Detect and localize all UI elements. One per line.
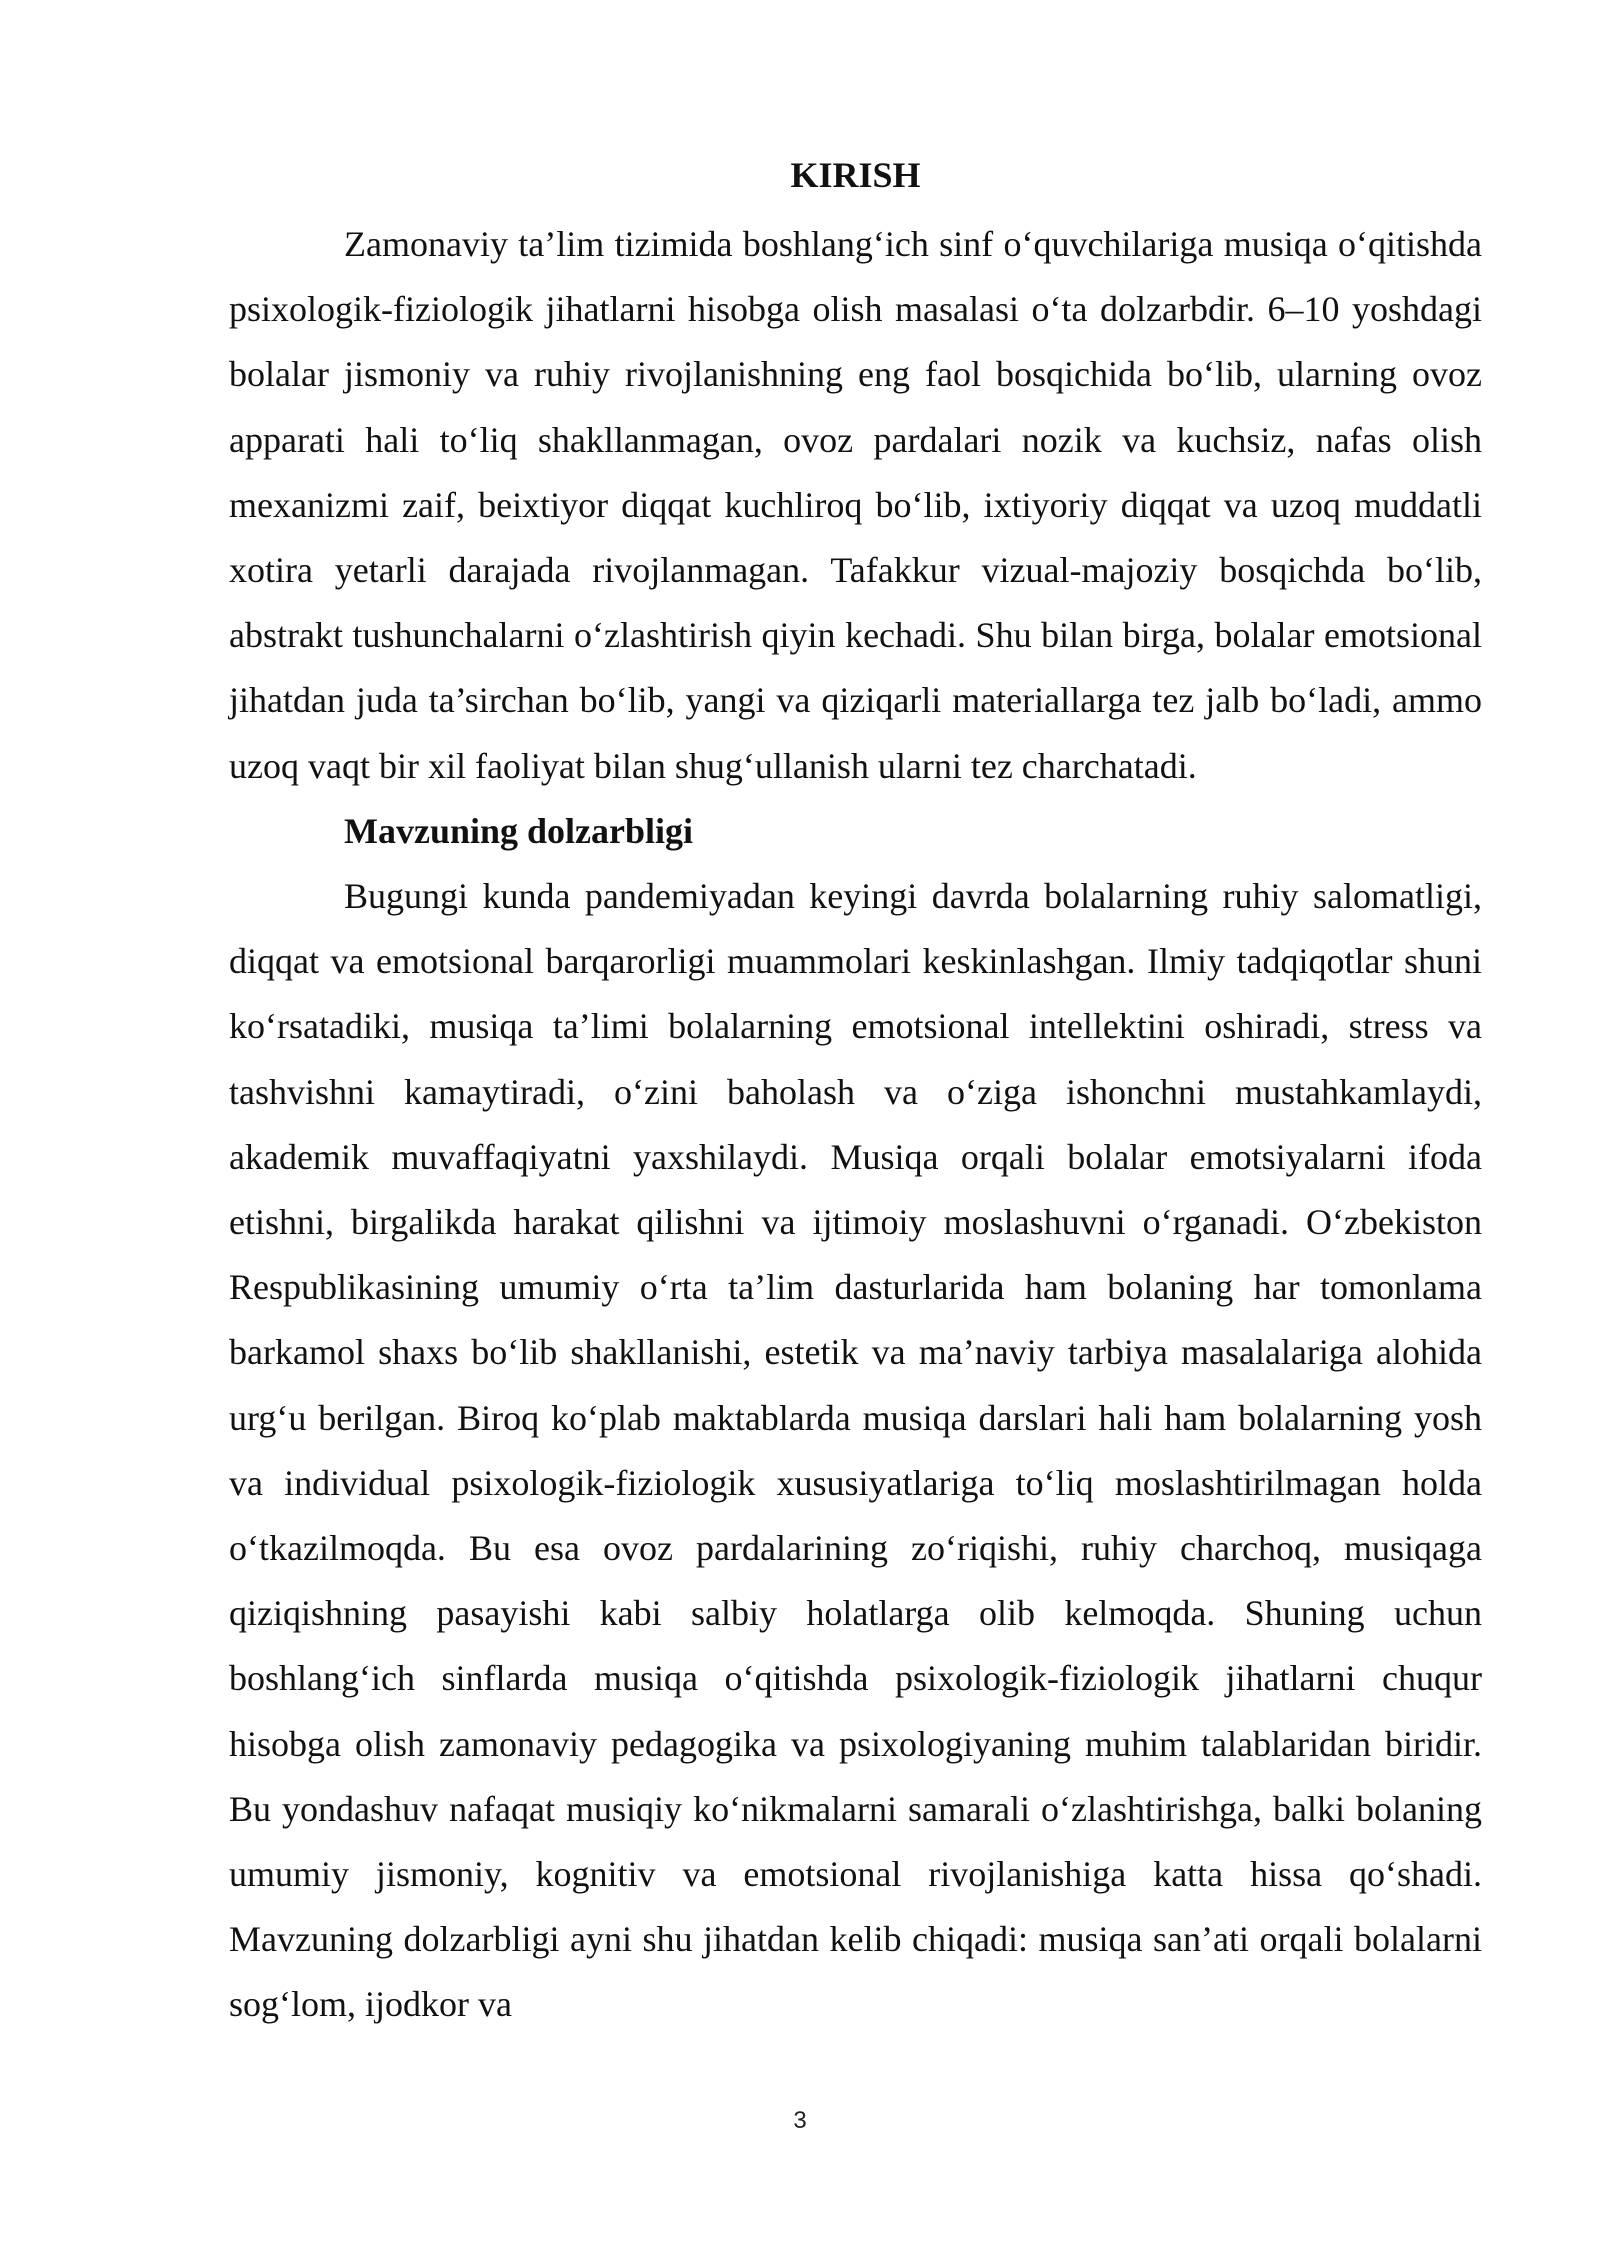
page-title: KIRISH — [790, 155, 921, 195]
section-heading: Mavzuning dolzarbligi — [344, 810, 694, 851]
relevance-paragraph: Bugungi kunda pandemiyadan keyingi davrda bolalarning ruhiy salomatligi, diqqat va emotsional barqarorligi muammolari keskinlashgan. Ilmiy tadqiqotlar shuni ko‘rsatadiki, musiqa ta’limi bolalarning emotsional intellektini oshiradi, stress va tashvishni kamaytiradi, o‘zini baholash va o‘ziga ishonchni mustahkamlaydi, akademik muvaffaqiyatni yaxshilaydi. Musiqa orqali bolalar emotsiyalarni ifoda etishni, birgalikda harakat qilishni va ijtimoiy moslashuvni o‘rganadi. O‘zbekiston Respublikasining umumiy o‘rta ta’lim dasturlarida ham bolaning har tomonlama barkamol shaxs bo‘lib shakllanishi, estetik va ma’naviy tarbiya masalalariga alohida urg‘u berilgan. Biroq ko‘plab maktablarda musiqa darslari hali ham bolalarning yosh va individual psixologik-fiziologik xususiyatlariga to‘liq moslashtirilmagan holda o‘tkazilmoqda. Bu esa ovoz pardalarining zo‘riqishi, ruhiy charchoq, musiqaga qiziqishning pasayishi kabi salbiy holatlarga olib kelmoqda. Shuning uchun boshlang‘ich sinflarda musiqa o‘qitishda psixologik-fiziologik jihatlarni chuqur hisobga olish zamonaviy pedagogika va psixologiyaning muhim talablaridan biridir. Bu yondashuv nafaqat musiqiy ko‘nikmalarni samarali o‘zlashtirishga, balki bolaning umumiy jismoniy, kognitiv va emotsional rivojlanishiga katta hissa qo‘shadi. Mavzuning dolzarbligi ayni shu jihatdan kelib chiqadi: musiqa san’ati orqali bolalarni sog‘lom, ijodkor va — [229, 876, 1482, 2025]
intro-paragraph: Zamonaviy ta’lim tizimida boshlang‘ich sinf o‘quvchilariga musiqa o‘qitishda psixologik-fiziologik jihatlarni hisobga olish masalasi o‘ta dolzarbdir. 6–10 yoshdagi bolalar jismoniy va ruhiy rivojlanishning eng faol bosqichida bo‘lib, ularning ovoz apparati hali to‘liq shakllanmagan, ovoz pardalari nozik va kuchsiz, nafas olish mexanizmi zaif, beixtiyor diqqat kuchliroq bo‘lib, ixtiyoriy diqqat va uzoq muddatli xotira yetarli darajada rivojlanmagan. Tafakkur vizual-majoziy bosqichda bo‘lib, abstrakt tushunchalarni o‘zlashtirish qiyin kechadi. Shu bilan birga, bolalar emotsional jihatdan juda ta’sirchan bo‘lib, yangi va qiziqarli materiallarga tez jalb bo‘ladi, ammo uzoq vaqt bir xil faoliyat bilan shug‘ullanish ularni tez charchatadi. — [229, 224, 1482, 786]
page-content — [229, 148, 1482, 2038]
page-number: 3 — [793, 2107, 807, 2134]
